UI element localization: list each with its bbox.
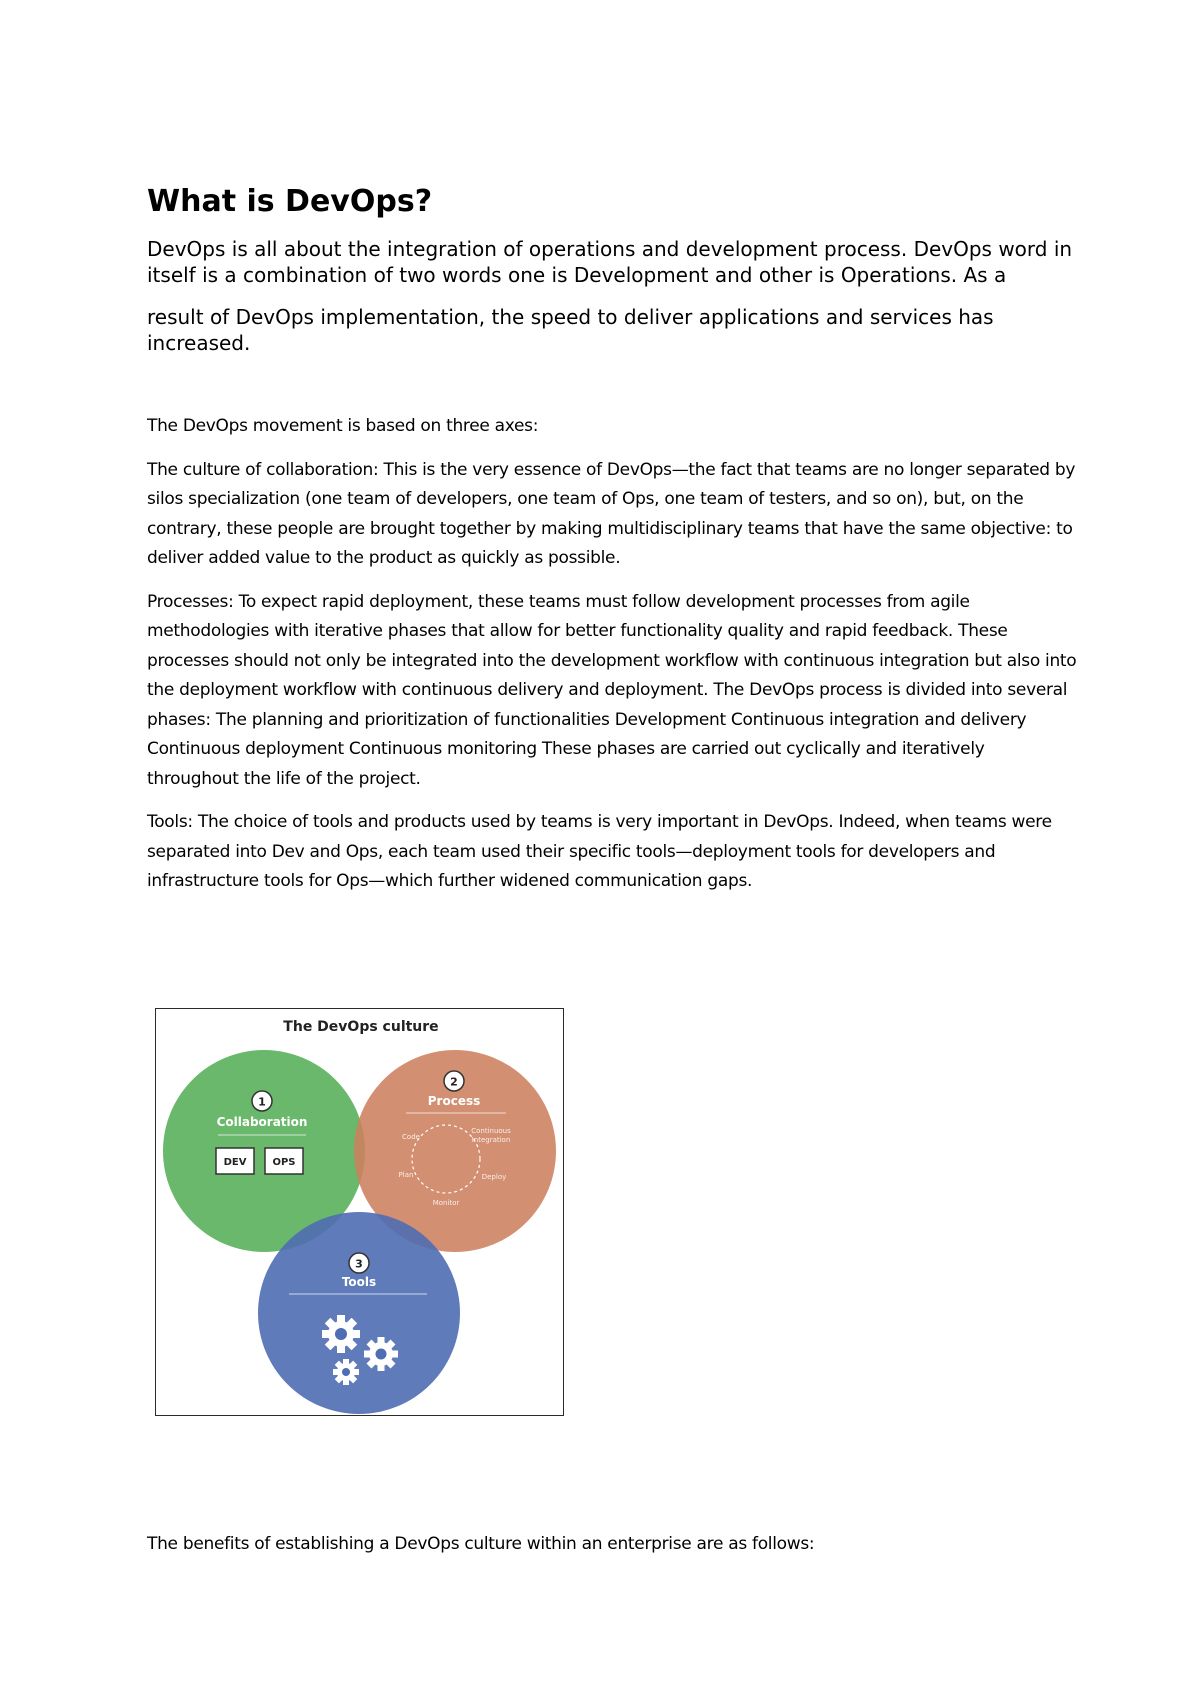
dev-box-label: DEV [223,1157,247,1168]
cycle-plan: Plan [398,1171,414,1179]
cycle-ci-line1: Continuous [471,1127,511,1135]
tools-label: Tools [341,1275,377,1289]
gear-icon [333,1359,359,1385]
tools-number: 3 [355,1257,363,1271]
cycle-code: Code [402,1133,420,1141]
collaboration-label: Collaboration [216,1115,308,1129]
gear-icon [322,1315,360,1353]
devops-culture-figure [155,1008,564,1416]
cycle-monitor: Monitor [432,1199,460,1207]
collaboration-number: 1 [258,1095,266,1109]
process-label: Process [427,1094,481,1108]
process-number: 2 [450,1075,458,1089]
intro-paragraph-1: DevOps is all about the integration of operations and development process. DevOps word in itself is a combination of two words one is Development and other is Operations. As a [147,237,1073,287]
tools-paragraph: Tools: The choice of tools and products used by teams is very important in DevOps. Indeed, when teams were separated into Dev and Ops, each team used their specific tools—deployment tools for developers and infrastructure tools for Ops—which further widened communication gaps. [147,812,1052,891]
benefits-section [147,1530,1077,1560]
gear-icon [364,1337,398,1371]
intro-paragraph-2: result of DevOps implementation, the speed to deliver applications and services has increased. [147,305,994,355]
document-page [147,180,1077,897]
ops-box-label: OPS [272,1157,296,1168]
tools-circle [258,1212,460,1414]
benefits-intro: The benefits of establishing a DevOps culture within an enterprise are as follows: [147,1534,815,1554]
venn-diagram [156,1009,562,1414]
processes-paragraph: Processes: To expect rapid deployment, these teams must follow development processes from agile methodologies with iterative phases that allow for better functionality quality and rapid feedback. These processes should not only be integrated into the development workflow with continuous integration but also into the deployment workflow with continuous delivery and deployment. The DevOps process is divided into several phases: The planning and prioritization of functionalities Development Continuous integration and delivery Continuous deployment Continuous monitoring These phases are carried out cyclically and iteratively throughout the life of the project. [147,591,1077,789]
cycle-deploy: Deploy [481,1173,507,1181]
figure-title: The DevOps culture [283,1019,439,1035]
page-title: What is DevOps? [147,184,433,219]
axes-intro: The DevOps movement is based on three axes: [147,416,539,436]
cycle-ci-line2: Integration [471,1136,511,1144]
culture-paragraph: The culture of collaboration: This is the very essence of DevOps—the fact that teams are no longer separated by silos specialization (one team of developers, one team of Ops, one team of testers, and so on), but, on the contrary, these people are brought together by making multidisciplinary teams that have the same objective: to deliver added value to the product as quickly as possible. [147,459,1076,568]
